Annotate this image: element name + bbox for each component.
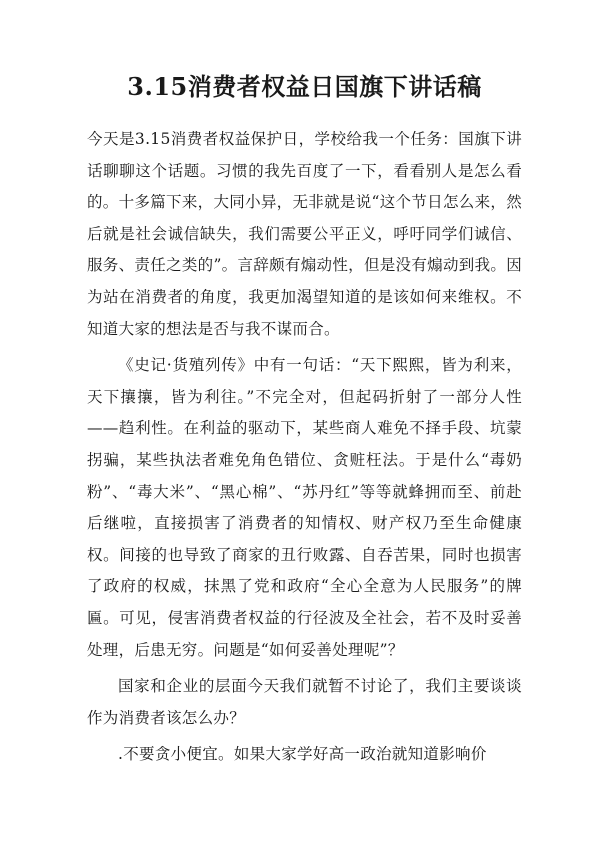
paragraph-advice-1: .不要贪小便宜。如果大家学好高一政治就知道影响价 [118,745,487,764]
paragraph-consumer-question: 国家和企业的层面今天我们就暂不讨论了，我们主要谈谈作为消费者该怎么办？ [87,677,522,727]
paragraph-shiji-quote: 《史记·货殖列传》中有一句话：“天下熙熙，皆为利来，天下攘攘，皆为利往。”不完全对，但起码折射了一部分人性——趋利性。在利益的驱动下，某些商人难免不择手段、坑蒙拐骗，某些执法者难免角色错位、贪赃枉法。于是什么“毒奶粉”、“毒大米”、“黑心棉”、“苏丹红”等等就蜂拥而至、前赴后继啦，直接损害了消费者的知情权、财产权乃至生命健康权。间接的也导致了商家的丑行败露、自吞苦果，同时也损害了政府的权威，抹黑了党和政府“全心全意为人民服务”的牌匾。可见，侵害消费者权益的行径波及全社会，若不及时妥善处理，后患无穷。问题是“如何妥善处理呢”？ [87,356,522,659]
paragraph-intro: 今天是3.15消费者权益保护日，学校给我一个任务：国旗下讲话聊聊这个话题。习惯的我先百度了一下，看看别人是怎么看的。十多篇下来，大同小异，无非就是说“这个节日怎么来，然后就是社会诚信缺失，我们需要公平正义，呼吁同学们诚信、服务、责任之类的”。言辞颇有煽动性，但是没有煽动到我。因为站在消费者的角度，我更加渴望知道的是该如何来维权。不知道大家的想法是否与我不谋而合。 [87,130,522,338]
document-title: 3.15消费者权益日国旗下讲话稿 [127,72,482,101]
